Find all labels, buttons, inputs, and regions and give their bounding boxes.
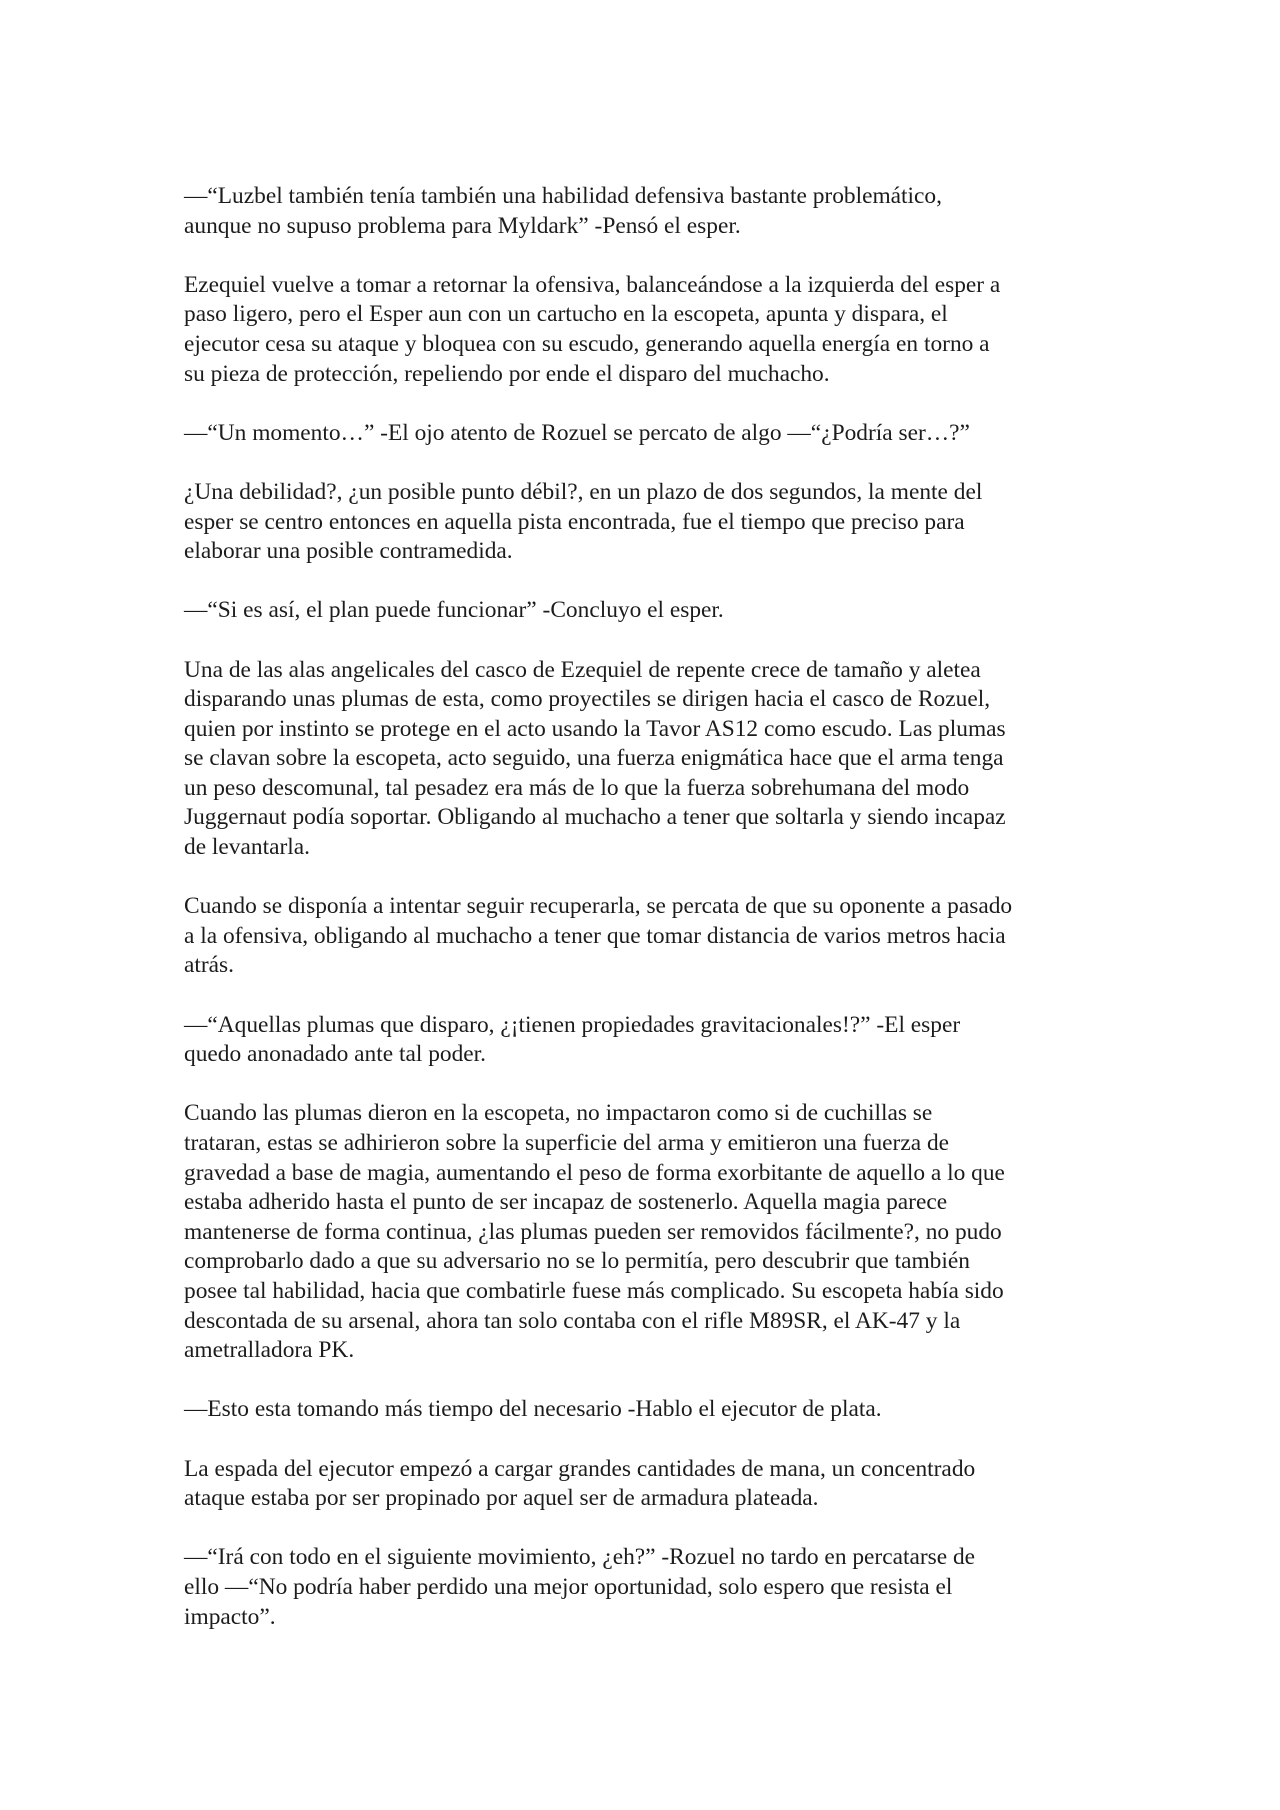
paragraph (184, 1099, 1104, 1365)
text-line: esper se centro entonces en aquella pista encontrada, fue el tiempo que preciso para (184, 508, 965, 535)
text-line: mantenerse de forma continua, ¿las plumas pueden ser removidos fácilmente?, no pudo (184, 1218, 1002, 1245)
paragraph (184, 1543, 1104, 1632)
text-line: a la ofensiva, obligando al muchacho a tener que tomar distancia de varios metros hacia (184, 922, 1006, 949)
text-line: —Esto esta tomando más tiempo del necesario -Hablo el ejecutor de plata. (184, 1396, 882, 1423)
paragraph (184, 1455, 1104, 1514)
text-line: ametralladora PK. (184, 1337, 355, 1364)
text-line: trataran, estas se adhirieron sobre la superficie del arma y emitieron una fuerza de (184, 1130, 950, 1156)
paragraph (184, 478, 1104, 567)
text-line: descontada de su arsenal, ahora tan solo contaba con el rifle M89SR, el AK-47 y la (184, 1307, 961, 1334)
text-line: —“Si es así, el plan puede funcionar” -Concluyo el esper. (184, 597, 724, 624)
document-page (184, 182, 1104, 1632)
text-line: paso ligero, pero el Esper aun con un cartucho en la escopeta, apunta y dispara, el (184, 301, 948, 328)
paragraph (184, 182, 1104, 241)
text-line: disparando unas plumas de esta, como proyectiles se dirigen hacia el casco de Rozuel, (184, 686, 991, 713)
text-line: Una de las alas angelicales del casco de Ezequiel de repente crece de tamaño y aletea (184, 656, 981, 683)
text-line: impacto”. (184, 1603, 276, 1630)
text-line: quedo anonadado ante tal poder. (184, 1041, 487, 1068)
paragraph (184, 271, 1104, 389)
text-line: —“Aquellas plumas que disparo, ¿¡tienen propiedades gravitacionales!?” -El esper (184, 1011, 961, 1038)
text-line: un peso descomunal, tal pesadez era más de lo que la fuerza sobrehumana del modo (184, 774, 970, 801)
paragraph (184, 596, 1104, 626)
paragraph (184, 1395, 1104, 1425)
text-line: ello —“No podría haber perdido una mejor oportunidad, solo espero que resista el (184, 1573, 953, 1600)
text-line: —“Irá con todo en el siguiente movimiento, ¿eh?” -Rozuel no tardo en percatarse de (184, 1544, 976, 1571)
paragraph (184, 1011, 1104, 1070)
text-line: —“Luzbel también tenía también una habilidad defensiva bastante problemático, (184, 183, 942, 209)
text-line: —“Un momento…” -El ojo atento de Rozuel se percato de algo —“¿Podría ser…?” (184, 419, 970, 446)
text-line: Ezequiel vuelve a tomar a retornar la ofensiva, balanceándose a la izquierda del esper a (184, 271, 1001, 298)
text-line: Cuando las plumas dieron en la escopeta, no impactaron como si de cuchillas se (184, 1100, 933, 1127)
paragraph (184, 656, 1104, 863)
paragraph (184, 419, 1104, 449)
text-line: gravedad a base de magia, aumentando el peso de forma exorbitante de aquello a lo que (184, 1159, 1005, 1186)
text-line: posee tal habilidad, hacia que combatirle fuese más complicado. Su escopeta había sido (184, 1277, 1004, 1304)
text-line: ¿Una debilidad?, ¿un posible punto débil?, en un plazo de dos segundos, la mente del (184, 478, 983, 505)
text-line: atrás. (184, 952, 235, 979)
text-line: elaborar una posible contramedida. (184, 538, 513, 565)
text-line: La espada del ejecutor empezó a cargar grandes cantidades de mana, un concentrado (184, 1455, 976, 1482)
text-line: quien por instinto se protege en el acto usando la Tavor AS12 como escudo. Las plumas (184, 715, 1006, 742)
text-line: estaba adherido hasta el punto de ser incapaz de sostenerlo. Aquella magia parece (184, 1189, 948, 1216)
paragraph (184, 892, 1104, 981)
text-line: su pieza de protección, repeliendo por ende el disparo del muchacho. (184, 360, 830, 387)
text-line: aunque no supuso problema para Myldark” -Pensó el esper. (184, 212, 741, 239)
text-line: comprobarlo dado a que su adversario no se lo permitía, pero descubrir que también (184, 1248, 970, 1275)
text-line: se clavan sobre la escopeta, acto seguido, una fuerza enigmática hace que el arma tenga (184, 745, 1004, 772)
text-line: Cuando se disponía a intentar seguir recuperarla, se percata de que su oponente a pasado (184, 893, 1013, 920)
text-line: ejecutor cesa su ataque y bloquea con su escudo, generando aquella energía en torno a (184, 330, 990, 357)
text-line: de levantarla. (184, 834, 310, 861)
text-line: Juggernaut podía soportar. Obligando al muchacho a tener que soltarla y siendo incapaz (184, 804, 1006, 831)
text-line: ataque estaba por ser propinado por aquel ser de armadura plateada. (184, 1485, 819, 1512)
